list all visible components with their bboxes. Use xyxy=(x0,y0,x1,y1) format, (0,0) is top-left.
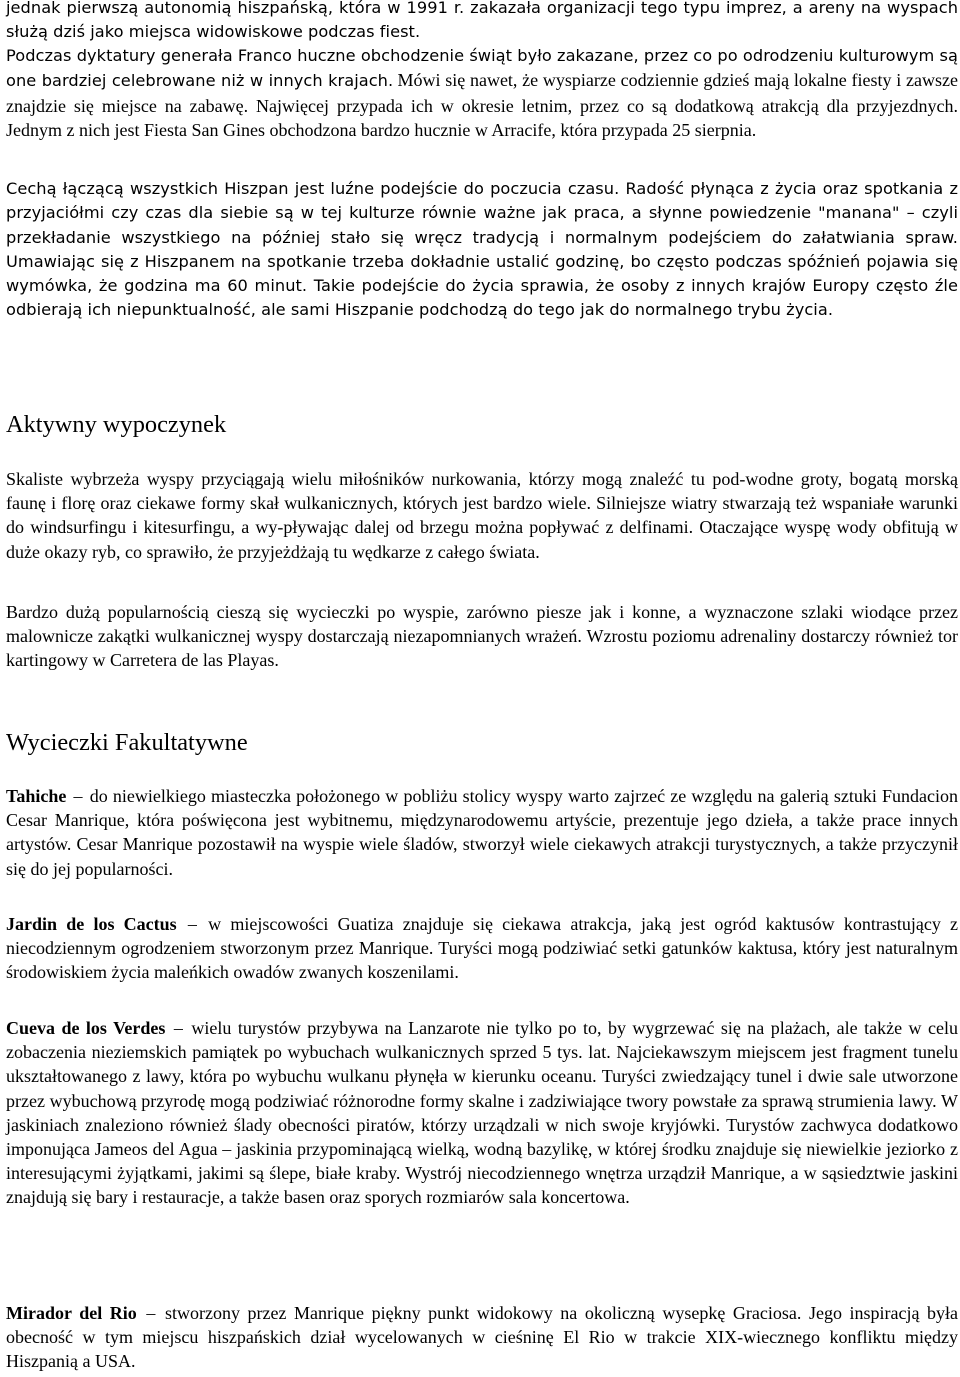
trip-item-text: w miejscowości Guatiza znajduje się ciekawa atrakcja, jaką jest ogród kaktusów kontrastujący z niecodziennym ogrodzeniem stworzonym przez Manrique. Turyści mogą podziwiać setki gatunków kaktusa, który jest naturalnym środowiskiem życia maleńkich owadów zwanych koszenilami. xyxy=(6,914,959,983)
active-leisure-paragraph-2: Bardzo dużą popularnością cieszą się wycieczki po wyspie, zarówno piesze jak i konne, a wyznaczone szlaki wiodące przez malownicze zakątki wulkanicznej wyspy dostarczają niezapomnianych wrażeń. Wzrostu poziomu adrenaliny dostarczy również tor kartingowy w Carretera de las Playas. xyxy=(6,602,958,671)
trip-item-text: stworzony przez Manrique piękny punkt widokowy na okoliczną wysepkę Graciosa. Jego inspiracją była obecność w tym miejscu hiszpańskich dział wycelowanych w cieśninę El Rio w trakcie XIX-wiecznego konfliktu między Hiszpanią a USA. xyxy=(6,1303,959,1372)
trip-item-text: wielu turystów przybywa na Lanzarote nie tylko po to, by wygrzewać się na plażach, ale także w celu zobaczenia nieziemskich pamiątek po wybuchach wulkanicznych sprzed 5 tys. lat. Najciekawszym miejscem jest fragment tunelu ukształtowanego z lawy, która po wybuchu wulkanu płynęła w kierunku oceanu. Turyści zwiedzający tunel i dwie sale utworzone przez wybuchową przyrodę mogą podziwiać różnorodne formy skalne i zadziwiające twory powstałe za sprawą strumienia lawy. W jaskiniach znaleziono również ślady obecności piratów, którzy urządzali w nich swoje kryjówki. Turystów zachwyca dodatkowo imponująca Jameos del Agua – jaskinia przypominającą wielką, wodną bazylikę, w której środku znajduje się niewielkie jeziorko z interesującymi żyjątkami, jakimi są ślepe, białe kraby. Wystrój niecodziennego wnętrza urządził Manrique, a w sąsiedztwie jaskini znajdują się bary i restauracje, a także basen oraz sporych rozmiarów sala koncertowa. xyxy=(6,1018,959,1208)
trip-item-cueva-de-los-verdes xyxy=(6,1016,958,1210)
active-leisure-paragraph-1: Skaliste wybrzeża wyspy przyciągają wielu miłośników nurkowania, którzy mogą znaleźć tu pod-wodne groty, bogatą morską faunę i florę oraz ciekawe formy skał wulkanicznych, których jest bardzo wiele. Silniejsze wiatry stwarzają też wspaniałe warunki do windsurfingu i kitesurfingu, a wy-pływając dalej od brzegu można popływać z delfinami. Otaczające wyspę wody obfitują w duże okazy ryb, co sprawiło, że przyjeżdżają tu wędkarze z całego świata. xyxy=(6,469,958,562)
intro-paragraph-2 xyxy=(6,44,958,142)
trip-item-dash: – xyxy=(73,786,83,806)
trip-item-name: Tahiche xyxy=(6,786,67,806)
intro-paragraph-1: jednak pierwszą autonomią hiszpańską, która w 1991 r. zakazała organizacji tego typu imprez, a areny na wyspach służą dziś jako miejsca widowiskowe podczas fiest. xyxy=(6,0,958,42)
trip-item-name: Cueva de los Verdes xyxy=(6,1018,166,1038)
trip-item-dash: – xyxy=(187,914,197,934)
trip-item-dash: – xyxy=(173,1018,183,1038)
intro-paragraph-2-sans: Podczas dyktatury generała Franco huczne obchodzenie świąt było zakazane, przez co po odrodzeniu kulturowym są one bardziej celebrowane niż w innych krajach. xyxy=(6,46,958,91)
trip-item-name: Jardin de los Cactus xyxy=(6,914,177,934)
intro-paragraph-3-text: Cechą łączącą wszystkich Hiszpan jest luźne podejście do poczucia czasu. Radość płynąca z życia oraz spotkania z przyjaciółmi czy czas dla siebie są w tej kulturze równie ważne jak praca, a słynne powiedzenie "manana" – czyli przekładanie wszystkiego na później stało się wręcz tradycją i normalnym podejściem do załatwiania spraw. Umawiając się z Hiszpanem na spotkanie trzeba dokładnie ustalić godzinę, bo często podczas spóźnień pojawia się wymówka, że godzina ma 60 minut. Takie podejście do życia sprawia, że osoby z innych krajów Europy często źle odbierają ich niepunktualność, ale sami Hiszpanie podchodzą do tego jak do normalnego trybu życia. xyxy=(6,179,958,320)
trip-item-tahiche xyxy=(6,784,958,881)
trip-item-jardin-de-los-cactus xyxy=(6,912,958,985)
trip-item-mirador-del-rio xyxy=(6,1301,958,1374)
trip-item-name: Mirador del Rio xyxy=(6,1303,137,1323)
section-heading-active-leisure: Aktywny wypoczynek xyxy=(6,411,227,438)
trip-item-dash: – xyxy=(146,1303,156,1323)
section-heading-optional-trips: Wycieczki Fakultatywne xyxy=(6,729,248,756)
trip-item-text: do niewielkiego miasteczka położonego w pobliżu stolicy wyspy warto zajrzeć ze względu na galerią sztuki Fundacion Cesar Manrique, która poświęcona jest wybitnemu, międzynarodowemu artyście, prezentuje jego dzieła, a także prace innych artystów. Cesar Manrique pozostawił na wyspie wiele śladów, stworzył wiele ciekawych atrakcji turystycznych, a także przyczynił się do jej popularności. xyxy=(6,786,958,879)
intro-paragraph-2-serif: Mówi się nawet, że wyspiarze codziennie gdzieś mają lokalne fiesty i zawsze znajdzie się miejsce na zabawę. Najwięcej przypada ich w okresie letnim, przez co są dodatkową atrakcją dla przyjezdnych. Jednym z nich jest Fiesta San Gines obchodzona bardzo hucznie w Arracife, która przypada 25 sierpnia. xyxy=(6,70,959,140)
intro-paragraph-3 xyxy=(6,177,958,323)
